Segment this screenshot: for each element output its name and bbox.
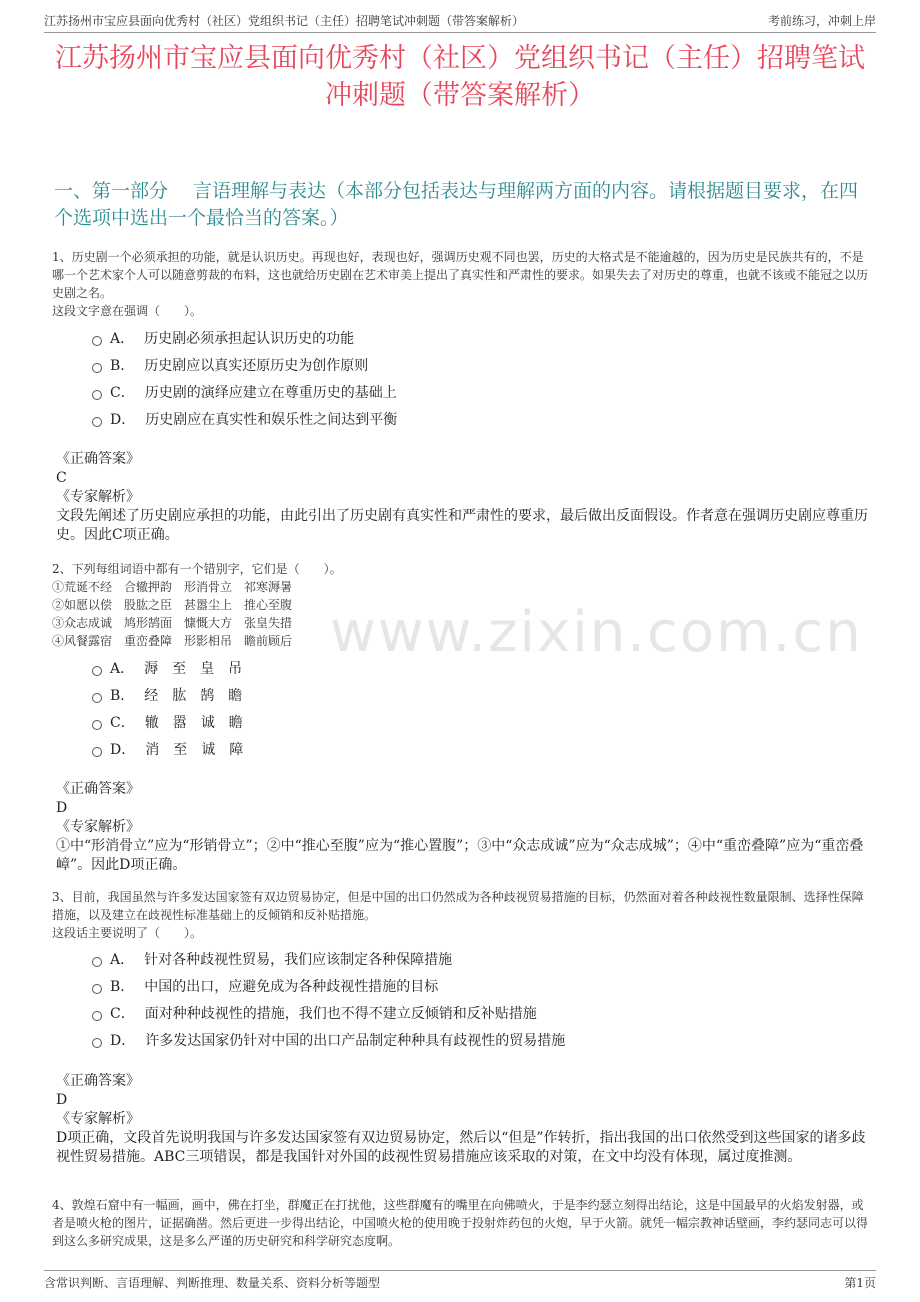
radio-icon[interactable]: [92, 957, 102, 967]
option-d[interactable]: [92, 1026, 860, 1053]
option-letter: D．: [110, 741, 136, 758]
option-letter: C．: [110, 384, 135, 401]
option-text: 面对种种歧视性的措施，我们也不得不建立反倾销和反补贴措施: [144, 1005, 537, 1022]
analysis-label: 《专家解析》: [56, 819, 140, 835]
option-text: 中国的出口，应避免成为各种歧视性措施的目标: [144, 978, 439, 995]
section-heading: 一、第一部分 言语理解与表达（本部分包括表达与理解两方面的内容。请根据题目要求，在四个选项中选出一个最恰当的答案。）: [54, 180, 859, 229]
option-d[interactable]: [92, 735, 860, 762]
answer-value: C: [56, 470, 67, 486]
answer-label: 《正确答案》: [56, 451, 140, 467]
question-stem: 2、下列每组词语中都有一个错别字，它们是（ ）。: [52, 562, 342, 576]
option-letter: C．: [110, 714, 135, 731]
option-text: 历史剧应以真实还原历史为创作原则: [144, 357, 369, 374]
radio-icon[interactable]: [92, 390, 102, 400]
option-a[interactable]: [92, 324, 860, 351]
option-text: 溽 至 皇 吊: [144, 660, 243, 677]
option-letter: D．: [110, 1032, 136, 1049]
question-3-options: [92, 945, 860, 1053]
option-c[interactable]: [92, 378, 860, 405]
analysis-text: D项正确，文段首先说明我国与许多发达国家签有双边贸易协定，然后以“但是”作转折，指出我国的出口依然受到这些国家的诸多歧视性贸易措施。ABC三项错误，都是我国针对外国的歧视性贸易措施应该采取的对策，在文中均没有体现，属过度推测。: [56, 1130, 866, 1165]
word-group-row: ①荒诞不经 合辙押韵 形消骨立 祁寒溽暑: [52, 580, 293, 594]
answer-block-3: [56, 1072, 870, 1167]
option-letter: A．: [110, 330, 135, 347]
word-group-row: ③众志成诚 鸠形鹄面 慷慨大方 张皇失措: [52, 616, 293, 630]
question-stem: 1、历史剧一个必须承担的功能，就是认识历史。再现也好，表现也好，强调历史观不同也罢，历史的大格式是不能逾越的，因为历史是民族共有的，不是哪一个艺术家个人可以随意剪裁的布料，这也就给历史剧在艺术审美上提出了真实性和严肃性的要求。如果失去了对历史的尊重，也就不该或不能冠之以历史剧之名。: [52, 250, 869, 300]
answer-value: D: [56, 1092, 68, 1108]
header-slogan: 考前练习，冲刺上岸: [767, 14, 876, 28]
radio-icon[interactable]: [92, 666, 102, 676]
option-b[interactable]: [92, 351, 860, 378]
page-header: [44, 12, 876, 33]
option-text: 历史剧的演绎应建立在尊重历史的基础上: [144, 384, 397, 401]
word-group-row: ④风餐露宿 重峦叠障 形影相吊 瞻前顾后: [52, 634, 293, 648]
answer-block-2: [56, 780, 870, 875]
option-c[interactable]: [92, 708, 860, 735]
option-d[interactable]: [92, 405, 860, 432]
option-c[interactable]: [92, 999, 860, 1026]
question-stem: 4、敦煌石窟中有一幅画，画中，佛在打坐，群魔正在打扰他，这些群魔有的嘴里在向佛喷火，于是李约瑟立刻得出结论，这是中国最早的火焰发射器，或者是喷火枪的图片，证据确凿。然后更进一步得出结论，中国喷火枪的使用晚于投射炸药包的火炮，早于火箭。就凭一幅宗教神话壁画，李约瑟同志可以得到这么多研究成果，这是多么严谨的历史研究和科学研究态度啊。: [52, 1198, 869, 1248]
answer-value: D: [56, 800, 68, 816]
radio-icon[interactable]: [92, 1011, 102, 1021]
analysis-text: ①中“形消骨立”应为“形销骨立”；②中“推心至腹”应为“推心置腹”；③中“众志成诚”应为“众志成城”；④中“重峦叠障”应为“重峦叠嶂”。因此D项正确。: [56, 838, 864, 873]
footer-note: 含常识判断、言语理解、判断推理、数量关系、资料分析等题型: [44, 1276, 381, 1290]
answer-label: 《正确答案》: [56, 1073, 140, 1089]
document-title: 江苏扬州市宝应县面向优秀村（社区）党组织书记（主任）招聘笔试冲刺题（带答案解析）: [55, 43, 865, 111]
option-text: 历史剧应在真实性和娱乐性之间达到平衡: [145, 411, 398, 428]
question-stem: 3、目前，我国虽然与许多发达国家签有双边贸易协定，但是中国的出口仍然成为各种歧视贸易措施的目标，仍然面对着各种歧视性数量限制、选择性保障措施，以及建立在歧视性标准基础上的反倾销和反补贴措施。: [52, 890, 864, 922]
option-letter: B．: [110, 357, 135, 374]
page-footer: [44, 1270, 876, 1291]
question-prompt: 这段文字意在强调（ ）。: [52, 304, 203, 318]
option-text: 经 肱 鹄 瞻: [144, 687, 243, 704]
question-2-options: [92, 654, 860, 762]
analysis-label: 《专家解析》: [56, 489, 140, 505]
option-b[interactable]: [92, 681, 860, 708]
question-1-options: [92, 324, 860, 432]
question-1: [52, 248, 868, 320]
radio-icon[interactable]: [92, 336, 102, 346]
option-letter: D．: [110, 411, 136, 428]
option-text: 辙 嚣 诚 瞻: [144, 714, 243, 731]
question-3: [52, 888, 868, 942]
radio-icon[interactable]: [92, 693, 102, 703]
word-group-row: ②如愿以偿 股肱之臣 甚嚣尘上 推心至腹: [52, 598, 293, 612]
option-letter: B．: [110, 687, 135, 704]
option-b[interactable]: [92, 972, 860, 999]
question-4: [52, 1196, 868, 1250]
answer-label: 《正确答案》: [56, 781, 140, 797]
radio-icon[interactable]: [92, 747, 102, 757]
option-letter: C．: [110, 1005, 135, 1022]
analysis-text: 文段先阐述了历史剧应承担的功能，由此引出了历史剧有真实性和严肃性的要求，最后做出反面假设。作者意在强调历史剧应尊重历史。因此C项正确。: [56, 508, 868, 543]
option-text: 许多发达国家仍针对中国的出口产品制定种种具有歧视性的贸易措施: [145, 1032, 566, 1049]
option-a[interactable]: [92, 945, 860, 972]
option-text: 消 至 诚 障: [145, 741, 244, 758]
radio-icon[interactable]: [92, 720, 102, 730]
radio-icon[interactable]: [92, 363, 102, 373]
analysis-label: 《专家解析》: [56, 1111, 140, 1127]
option-text: 历史剧必须承担起认识历史的功能: [144, 330, 355, 347]
radio-icon[interactable]: [92, 417, 102, 427]
question-prompt: 这段话主要说明了（ ）。: [52, 926, 203, 940]
option-a[interactable]: [92, 654, 860, 681]
radio-icon[interactable]: [92, 984, 102, 994]
option-letter: A．: [110, 951, 135, 968]
option-text: 针对各种歧视性贸易，我们应该制定各种保障措施: [144, 951, 453, 968]
page-number: 第1页: [844, 1276, 876, 1290]
question-2: [52, 560, 868, 650]
watermark: www.zixin.com.cn: [330, 600, 863, 665]
header-title: 江苏扬州市宝应县面向优秀村（社区）党组织书记（主任）招聘笔试冲刺题（带答案解析）: [44, 14, 525, 28]
option-letter: B．: [110, 978, 135, 995]
option-letter: A．: [110, 660, 135, 677]
answer-block-1: [56, 450, 870, 545]
radio-icon[interactable]: [92, 1038, 102, 1048]
